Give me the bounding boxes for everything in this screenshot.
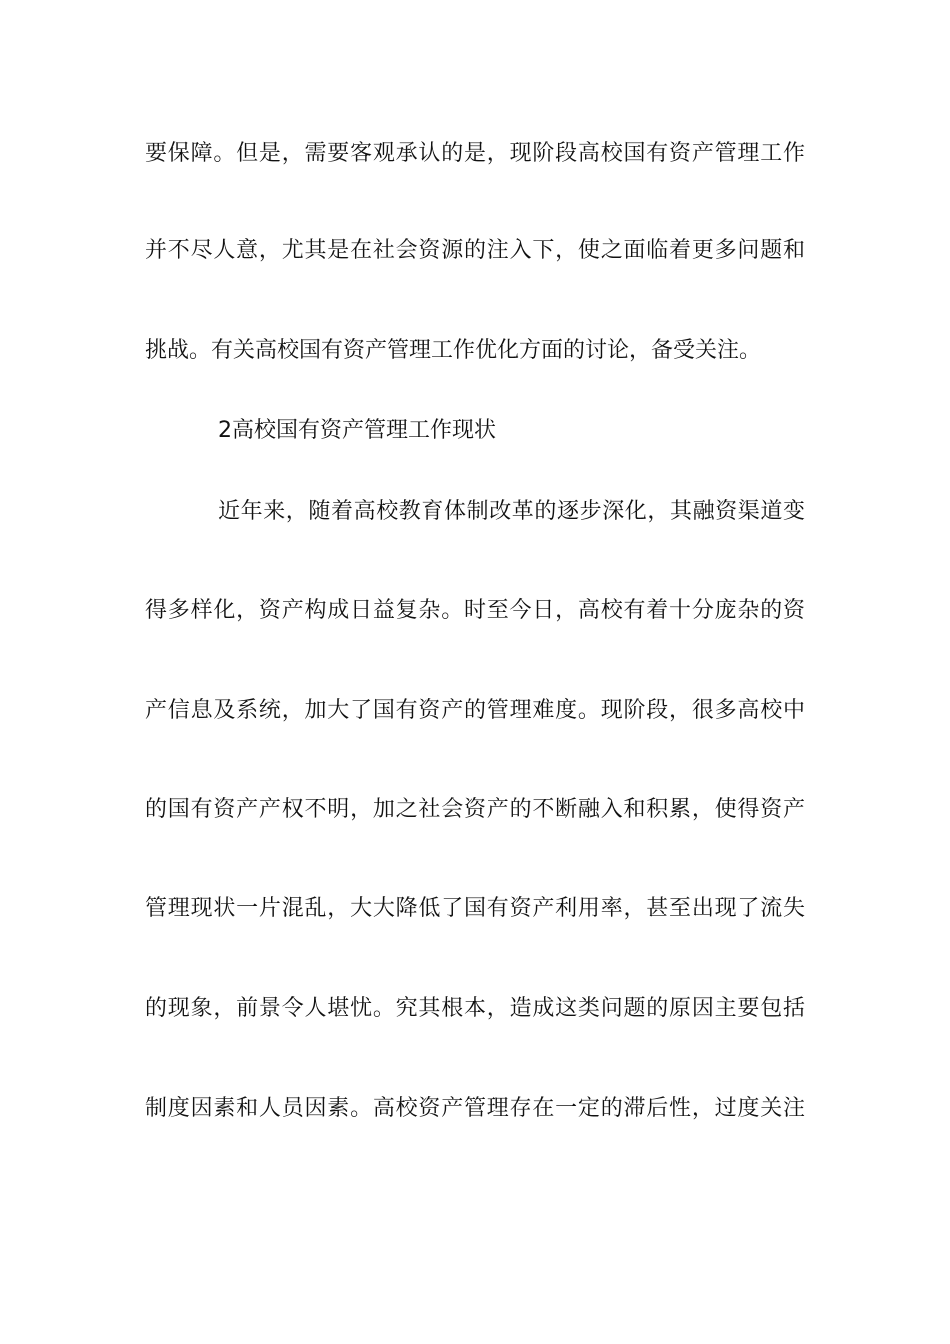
paragraph-line: 近年来，随着高校教育体制改革的逐步深化，其融资渠道变 xyxy=(218,499,805,524)
section-heading: 2高校国有资产管理工作现状 xyxy=(218,418,496,443)
paragraph-line: 得多样化，资产构成日益复杂。时至今日，高校有着十分庞杂的资 xyxy=(145,598,805,623)
paragraph-line: 的现象，前景令人堪忧。究其根本，造成这类问题的原因主要包括 xyxy=(145,996,805,1021)
paragraph-line: 要保障。但是，需要客观承认的是，现阶段高校国有资产管理工作 xyxy=(145,141,805,166)
paragraph-line: 的国有资产产权不明，加之社会资产的不断融入和积累，使得资产 xyxy=(145,797,805,822)
paragraph-line: 挑战。有关高校国有资产管理工作优化方面的讨论，备受关注。 xyxy=(145,338,762,363)
paragraph-line: 管理现状一片混乱，大大降低了国有资产利用率，甚至出现了流失 xyxy=(145,896,805,921)
paragraph-line: 制度因素和人员因素。高校资产管理存在一定的滞后性，过度关注 xyxy=(145,1096,805,1121)
paragraph-line: 产信息及系统，加大了国有资产的管理难度。现阶段，很多高校中 xyxy=(145,698,805,723)
paragraph-line: 并不尽人意，尤其是在社会资源的注入下，使之面临着更多问题和 xyxy=(145,238,805,263)
